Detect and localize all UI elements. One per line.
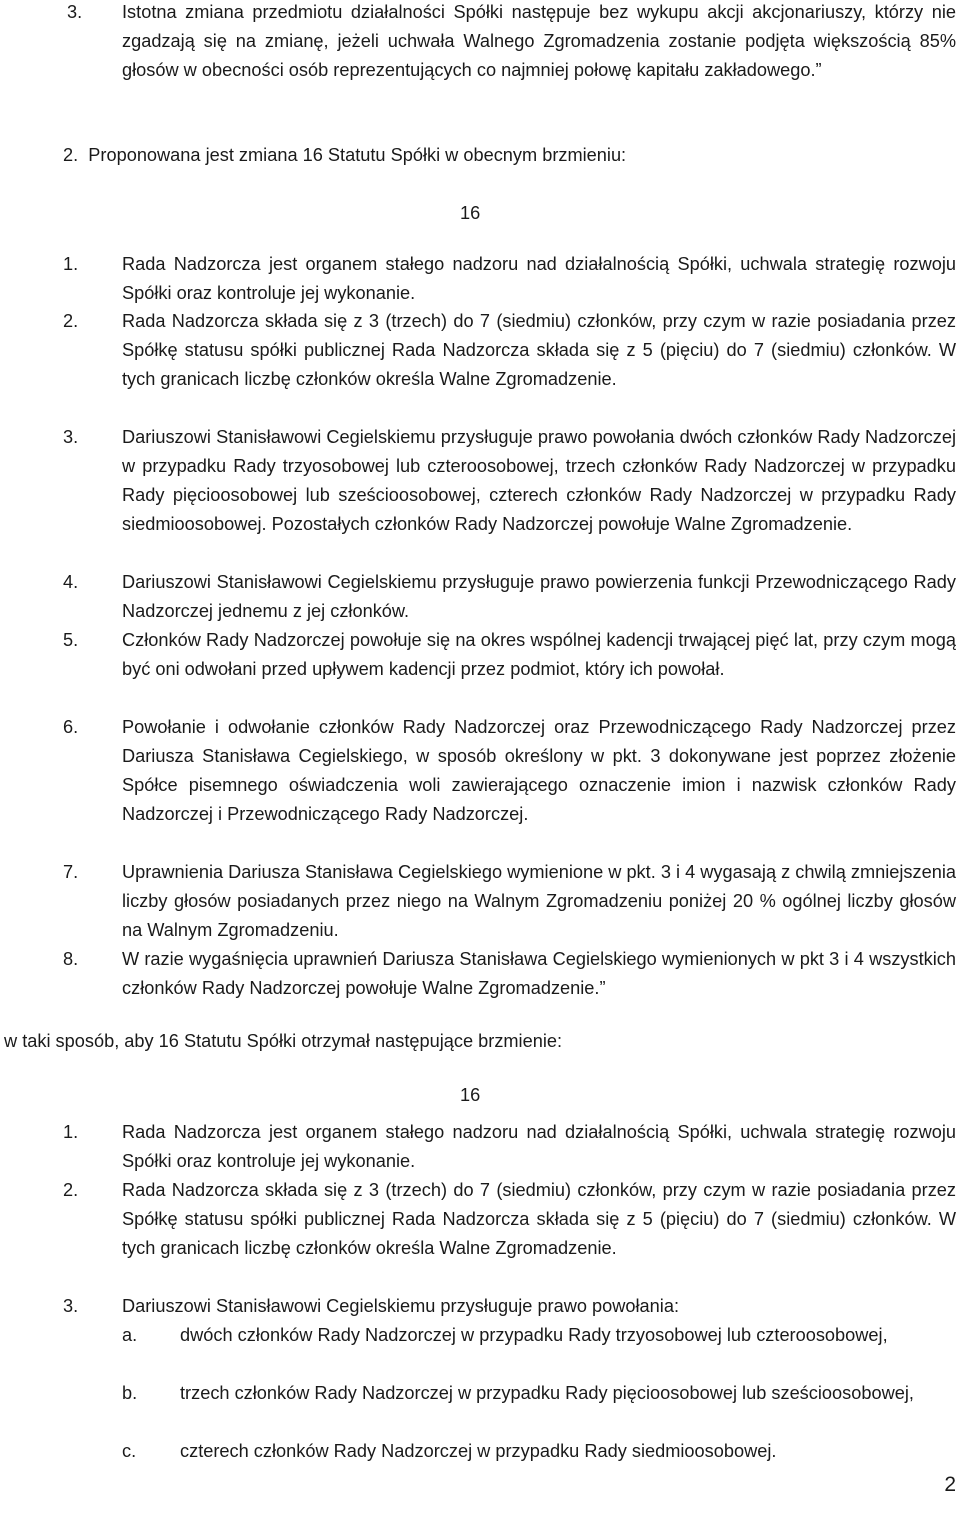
new-item-3-text: Dariuszowi Stanisławowi Cegielskiemu przysługuje prawo powołania:	[122, 1296, 679, 1316]
current-item-5-number: 5.	[63, 630, 79, 650]
current-item-2-text: Rada Nadzorcza składa się z 3 (trzech) do 7 (siedmiu) członków, przy czym w razie posiadania przez Spółkę statusu spółki publicznej Rada Nadzorcza składa się z 5 (pięciu) do 7 (siedmiu) członków. W tych granicach liczbę członków określa Walne Zgromadzenie.	[122, 311, 956, 389]
new-section-heading: 16	[460, 1085, 481, 1105]
new-item-1-number: 1.	[63, 1122, 79, 1142]
current-item-3-number: 3.	[63, 427, 79, 447]
point-2-number: 2.	[63, 145, 79, 165]
current-item-6-number: 6.	[63, 717, 79, 737]
current-item-8-number: 8.	[63, 949, 79, 969]
current-item-7-number: 7.	[63, 862, 79, 882]
current-item-1-number: 1.	[63, 254, 79, 274]
intro-number: 3.	[67, 2, 83, 22]
new-sub-item-b-text: trzech członków Rady Nadzorczej w przypadku Rady pięcioosobowej lub sześcioosobowej,	[180, 1383, 914, 1403]
new-item-1-text: Rada Nadzorcza jest organem stałego nadzoru nad działalnością Spółki, uchwala strategię rozwoju Spółki oraz kontroluje jej wykonanie.	[122, 1122, 956, 1171]
current-item-3-text: Dariuszowi Stanisławowi Cegielskiemu przysługuje prawo powołania dwóch członków Rady Nadzorczej w przypadku Rady trzyosobowej lub czteroosobowej, trzech członków Rady Nadzorczej w przypadku Rady pięcioosobowej lub sześcioosobowej, czterech członków Rady Nadzorczej w przypadku Rady siedmioosobowej. Pozostałych członków Rady Nadzorczej powołuje Walne Zgromadzenie.	[122, 427, 956, 534]
current-item-5-text: Członków Rady Nadzorczej powołuje się na okres wspólnej kadencji trwającej pięć lat, przy czym mogą być oni odwołani przed upływem kadencji przez podmiot, który ich powołał.	[122, 630, 956, 679]
new-item-3-number: 3.	[63, 1296, 79, 1316]
transition-text: w taki sposób, aby 16 Statutu Spółki otrzymał następujące brzmienie:	[4, 1031, 563, 1051]
new-sub-item-c-letter: c.	[122, 1441, 137, 1461]
point-2-text	[63, 141, 626, 170]
current-item-8-text: W razie wygaśnięcia uprawnień Dariusza Stanisława Cegielskiego wymienionych w pkt 3 i 4 wszystkich członków Rady Nadzorczej powołuje Walne Zgromadzenie.”	[122, 949, 956, 998]
new-sub-item-c-text: czterech członków Rady Nadzorczej w przypadku Rady siedmioosobowej.	[180, 1441, 777, 1461]
current-item-4-number: 4.	[63, 572, 79, 592]
current-item-2-number: 2.	[63, 311, 79, 331]
new-item-2-number: 2.	[63, 1180, 79, 1200]
current-item-1-text: Rada Nadzorcza jest organem stałego nadzoru nad działalnością Spółki, uchwala strategię rozwoju Spółki oraz kontroluje jej wykonanie.	[122, 254, 956, 303]
current-section-heading: 16	[460, 203, 481, 223]
new-item-2-text: Rada Nadzorcza składa się z 3 (trzech) do 7 (siedmiu) członków, przy czym w razie posiadania przez Spółkę statusu spółki publicznej Rada Nadzorcza składa się z 5 (pięciu) do 7 (siedmiu) członków. W tych granicach liczbę członków określa Walne Zgromadzenie.	[122, 1180, 956, 1258]
page-number: 2	[944, 1473, 956, 1496]
point-2-text-content: Proponowana jest zmiana 16 Statutu Spółki w obecnym brzmieniu:	[88, 145, 627, 165]
intro-paragraph: Istotna zmiana przedmiotu działalności Spółki następuje bez wykupu akcji akcjonariuszy, którzy nie zgadzają się na zmianę, jeżeli uchwała Walnego Zgromadzenia zostanie podjęta większością 85% głosów w obecności osób reprezentujących co najmniej połowę kapitału zakładowego.”	[122, 2, 956, 80]
current-item-6-text: Powołanie i odwołanie członków Rady Nadzorczej oraz Przewodniczącego Rady Nadzorczej przez Dariusza Stanisława Cegielskiego, w sposób określony w pkt. 3 dokonywane jest poprzez złożenie Spółce pisemnego oświadczenia woli zawierającego oznaczenie imion i nazwisk członków Rady Nadzorczej i Przewodniczącego Rady Nadzorczej.	[122, 717, 956, 824]
new-sub-item-a-letter: a.	[122, 1325, 138, 1345]
current-item-7-text: Uprawnienia Dariusza Stanisława Cegielskiego wymienione w pkt. 3 i 4 wygasają z chwilą zmniejszenia liczby głosów posiadanych przez niego na Walnym Zgromadzeniu poniżej 20 % ogólnej liczby głosów na Walnym Zgromadzeniu.	[122, 862, 956, 940]
current-item-4-text: Dariuszowi Stanisławowi Cegielskiemu przysługuje prawo powierzenia funkcji Przewodniczącego Rady Nadzorczej jednemu z jej członków.	[122, 572, 956, 621]
new-sub-item-b-letter: b.	[122, 1383, 138, 1403]
new-sub-item-a-text: dwóch członków Rady Nadzorczej w przypadku Rady trzyosobowej lub czteroosobowej,	[180, 1325, 888, 1345]
